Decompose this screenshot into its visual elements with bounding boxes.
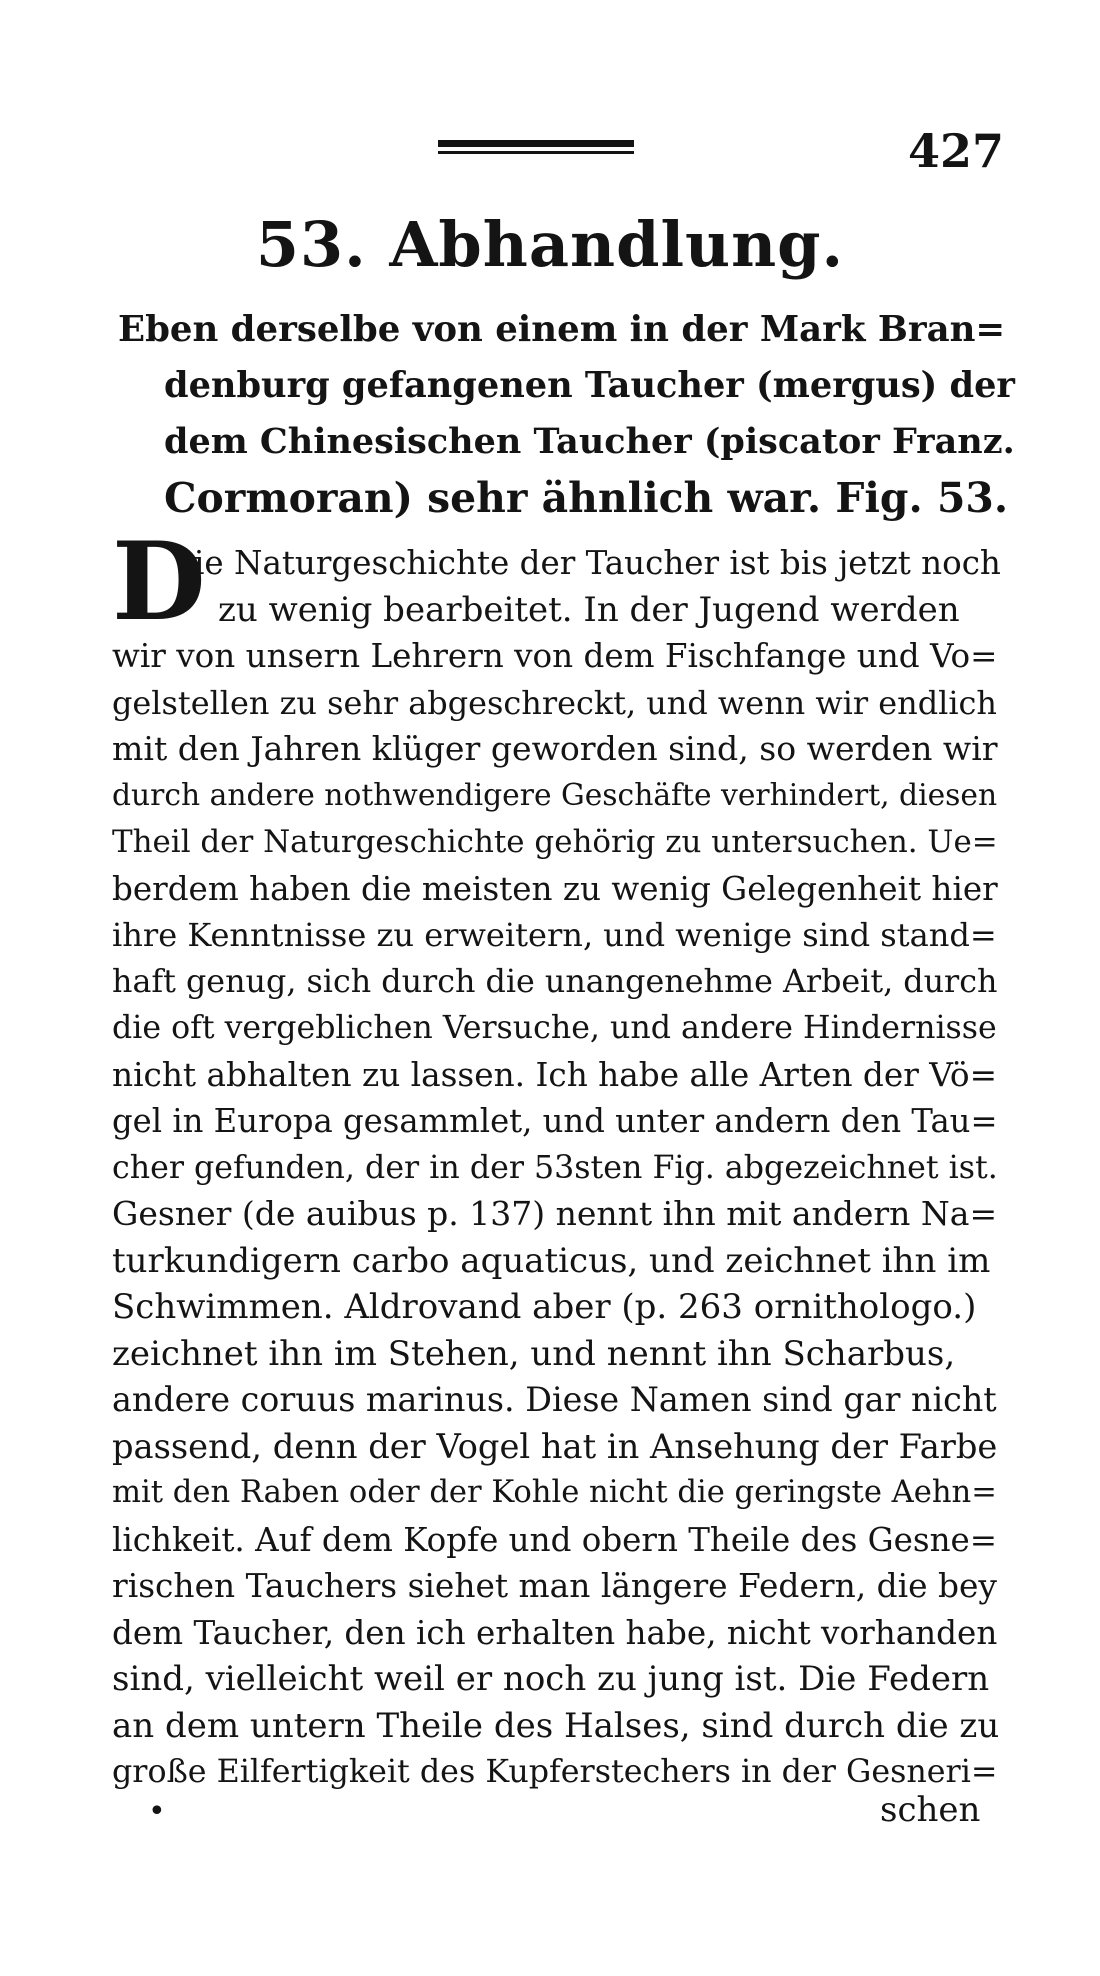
body-line: wir von unsern Lehrern von dem Fischfange und Vo= xyxy=(112,637,998,675)
body-line: gelstellen zu sehr abgeschreckt, und wenn wir endlich xyxy=(112,683,997,722)
body-line: gel in Europa gesammlet, und unter andern den Tau= xyxy=(112,1102,998,1140)
body-line: berdem haben die meisten zu wenig Gelegenheit hier xyxy=(112,869,998,908)
body-line: durch andere nothwendigere Geschäfte verhindert, diesen xyxy=(112,777,998,813)
drop-cap: D xyxy=(112,519,206,645)
body-text xyxy=(112,540,1001,1796)
body-line: sind, vielleicht weil er noch zu jung ist. Die Federn xyxy=(112,1659,990,1699)
body-line: ie Naturgeschichte der Taucher ist bis jetzt noch xyxy=(194,544,1001,582)
body-line: an dem untern Theile des Halses, sind durch die zu xyxy=(112,1705,1000,1746)
body-line: dem Taucher, den ich erhalten habe, nicht vorhanden xyxy=(112,1613,998,1652)
body-line: passend, denn der Vogel hat in Ansehung der Farbe xyxy=(112,1426,998,1466)
body-line: die oft vergeblichen Versuche, und andere Hindernisse xyxy=(112,1010,997,1046)
subtitle-line: dem Chinesischen Taucher (piscator Franz. xyxy=(164,421,1015,462)
page-number: 427 xyxy=(908,124,1005,178)
body-line: nicht abhalten zu lassen. Ich habe alle Arten der Vö= xyxy=(112,1055,998,1094)
chapter-title: 53. Abhandlung. xyxy=(255,208,845,281)
rule-thick-line xyxy=(438,140,634,147)
chapter-subtitle xyxy=(118,302,1015,526)
body-line: Schwimmen. Aldrovand aber (p. 263 ornithologo.) xyxy=(112,1287,977,1327)
signature-mark: • xyxy=(148,1794,166,1829)
catchword: schen xyxy=(880,1790,981,1830)
body-line: mit den Jahren klüger geworden sind, so werden wir xyxy=(112,729,998,768)
body-line: zu wenig bearbeitet. In der Jugend werden xyxy=(218,589,960,630)
subtitle-line: Cormoran) sehr ähnlich war. Fig. 53. xyxy=(164,474,1009,522)
body-line: haft genug, sich durch die unangenehme Arbeit, durch xyxy=(112,963,998,1000)
subtitle-line: Eben derselbe von einem in der Mark Bran= xyxy=(118,309,1006,350)
subtitle-line: denburg gefangenen Taucher (mergus) der xyxy=(164,365,1015,406)
body-line: zeichnet ihn im Stehen, und nennt ihn Scharbus, xyxy=(112,1333,956,1374)
header-double-rule xyxy=(438,140,634,154)
body-line: cher gefunden, der in der 53sten Fig. abgezeichnet ist. xyxy=(112,1149,998,1186)
body-line: lichkeit. Auf dem Kopfe und obern Theile des Gesne= xyxy=(112,1520,998,1559)
rule-thin-line xyxy=(438,151,634,154)
body-line: rischen Tauchers siehet man längere Federn, die bey xyxy=(112,1567,997,1605)
body-line: Theil der Naturgeschichte gehörig zu untersuchen. Ue= xyxy=(112,824,998,860)
body-line: Gesner (de auibus p. 137) nennt ihn mit andern Na= xyxy=(112,1194,998,1233)
body-line: mit den Raben oder der Kohle nicht die geringste Aehn= xyxy=(112,1475,997,1510)
body-line: große Eilfertigkeit des Kupferstechers in der Gesneri= xyxy=(112,1754,998,1790)
body-line: andere coruus marinus. Diese Namen sind gar nicht xyxy=(112,1380,997,1419)
body-line: ihre Kenntnisse zu erweitern, und wenige sind stand= xyxy=(112,916,997,954)
body-line: turkundigern carbo aquaticus, und zeichnet ihn im xyxy=(112,1240,991,1281)
